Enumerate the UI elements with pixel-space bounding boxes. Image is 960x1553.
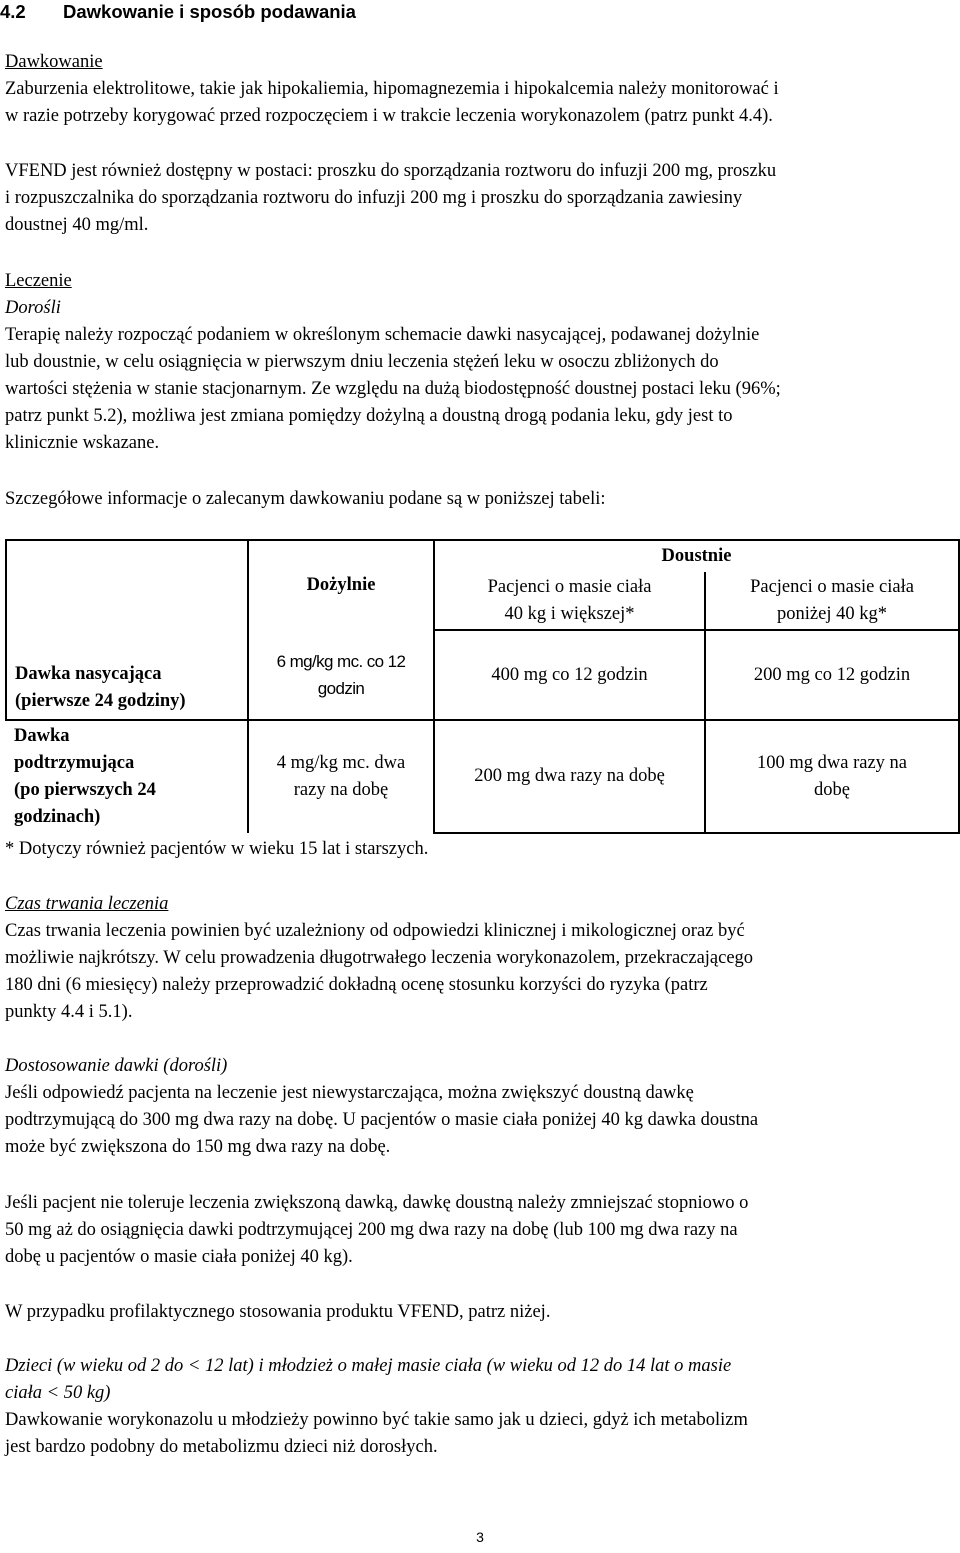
treatment-line: patrz punkt 5.2), możliwa jest zmiana pomiędzy dożylną a doustną drogą podania leku, gdy jest to [5,406,733,426]
row-loading-oral-lt40 [705,630,959,720]
adjustment-line: Jeśli odpowiedź pacjenta na leczenie jest niewystarczająca, można zwiększyć doustną dawkę [5,1083,694,1103]
adults-subheading: Dorośli [5,298,61,318]
children-heading-line: Dzieci (w wieku od 2 do < 12 lat) i młodzież o małej masie ciała (w wieku od 12 do 14 lat o masie [5,1356,732,1376]
dosage-table [5,539,960,834]
row-maintenance-iv [248,720,434,833]
row-loading-iv-line: godzin [317,678,365,698]
row-maintenance-label-line: Dawka [14,726,70,746]
treatment-line: Terapię należy rozpocząć podaniem w określonym schemacie dawki nasycającej, podawanej dożylnie [5,325,760,345]
header-oral-ge40 [434,572,705,630]
children-heading-line: ciała < 50 kg) [5,1383,111,1403]
row-maintenance-oral-lt40 [705,720,959,833]
section-number: 4.2 [0,1,26,22]
row-loading-oral-ge40-value: 400 mg co 12 godzin [491,664,648,685]
dosage-line: Zaburzenia elektrolitowe, takie jak hipokaliemia, hipomagnezemia i hipokalcemia należy monitorować i [5,79,779,99]
row-loading-oral-lt40-value: 200 mg co 12 godzin [753,664,911,685]
table-corner-cell [6,540,248,630]
dose-reduction-line: Jeśli pacjent nie toleruje leczenia zwiększoną dawką, dawkę doustną należy zmniejszać stopniowo o [5,1193,749,1213]
duration-line: 180 dni (6 miesięcy) należy przeprowadzić dokładną ocenę stosunku korzyści do ryzyka (patrz [5,975,708,995]
adjustment-heading: Dostosowanie dawki (dorośli) [5,1056,228,1076]
section-title: Dawkowanie i sposób podawania [63,1,356,22]
row-maintenance-iv-line: razy na dobę [293,780,389,800]
row-loading-iv [248,630,434,720]
treatment-heading: Leczenie [5,271,72,291]
treatment-block [5,268,781,457]
forms-paragraph [5,158,776,239]
row-maintenance-oral-lt40-line: 100 mg dwa razy na [756,752,907,773]
row-loading-iv-line: 6 mg/kg mc. co 12 [276,651,406,671]
dosage-heading: Dawkowanie [5,52,103,72]
duration-heading: Czas trwania leczenia [5,894,169,914]
page-number: 3 [476,1529,484,1545]
row-maintenance-oral-ge40-value: 200 mg dwa razy na dobę [474,766,665,786]
row-maintenance-label-line: (po pierwszych 24 [14,780,156,800]
section-heading [0,0,356,24]
adjustment-line: może być zwiększona do 150 mg dwa razy na dobę. [5,1137,391,1157]
dosage-line: w razie potrzeby korygować przed rozpoczęciem i w trakcie leczenia worykonazolem (patrz punkt 4.4). [5,106,773,126]
treatment-line: wartości stężenia w stanie stacjonarnym. Ze względu na dużą biodostępność doustnej postaci leku (96%; [5,379,781,399]
dose-reduction-line: dobę u pacjentów o masie ciała poniżej 40 kg). [5,1247,353,1267]
row-maintenance-label [6,720,248,833]
header-oral [434,540,959,572]
dose-reduction-paragraph [5,1190,748,1271]
row-loading-label [6,630,248,720]
duration-block [5,891,753,1026]
table-intro: Szczegółowe informacje o zalecanym dawkowaniu podane są w poniższej tabeli: [5,489,606,509]
header-iv-label: Dożylnie [306,575,376,595]
header-oral-label: Doustnie [661,546,732,566]
adjustment-block [5,1053,758,1161]
forms-line: doustnej 40 mg/ml. [5,215,149,235]
row-maintenance-label-line: podtrzymująca [14,753,135,773]
children-line: Dawkowanie worykonazolu u młodzieży powinno być takie samo jak u dzieci, gdyż ich metabolizm [5,1410,748,1430]
prophylaxis-note: W przypadku profilaktycznego stosowania produktu VFEND, patrz niżej. [5,1302,551,1322]
table-footnote: * Dotyczy również pacjentów w wieku 15 lat i starszych. [5,839,429,859]
dosage-block [5,49,779,130]
row-loading-label-line: Dawka nasycająca [15,664,162,684]
row-maintenance-iv-line: 4 mg/kg mc. dwa [276,753,406,773]
adjustment-line: podtrzymującą do 300 mg dwa razy na dobę. U pacjentów o masie ciała poniżej 40 kg dawka doustna [5,1110,759,1130]
duration-line: możliwie najkrótszy. W celu prowadzenia długotrwałego leczenia worykonazolem, przekraczającego [5,948,754,968]
row-maintenance-oral-lt40-line: dobę [814,779,850,800]
children-block [5,1353,748,1461]
treatment-line: klinicznie wskazane. [5,433,160,453]
header-oral-lt40 [705,572,959,630]
row-maintenance-oral-ge40 [434,720,705,833]
row-loading-label-line: (pierwsze 24 godziny) [15,691,186,711]
dose-reduction-line: 50 mg aż do osiągnięcia dawki podtrzymującej 200 mg dwa razy na dobę (lub 100 mg dwa razy na [5,1220,738,1240]
header-iv [248,540,434,630]
treatment-line: lub doustnie, w celu osiągnięcia w pierwszym dniu leczenia stężeń leku w osoczu zbliżonych do [5,352,719,372]
header-oral-ge40-line: 40 kg i większej* [504,603,635,624]
row-maintenance-label-line: godzinach) [14,807,101,827]
header-oral-ge40-line: Pacjenci o masie ciała [487,576,652,597]
header-oral-lt40-line: poniżej 40 kg* [777,603,887,624]
duration-line: punkty 4.4 i 5.1). [5,1002,133,1022]
children-line: jest bardzo podobny do metabolizmu dzieci niż dorosłych. [5,1437,438,1457]
forms-line: i rozpuszczalnika do sporządzania roztworu do infuzji 200 mg i proszku do sporządzania zawiesiny [5,188,743,208]
forms-line: VFEND jest również dostępny w postaci: proszku do sporządzania roztworu do infuzji 200 mg, proszku [5,161,777,181]
header-oral-lt40-line: Pacjenci o masie ciała [750,576,914,597]
row-loading-oral-ge40 [434,630,705,720]
duration-line: Czas trwania leczenia powinien być uzależniony od odpowiedzi klinicznej i mikologicznej oraz być [5,921,745,941]
